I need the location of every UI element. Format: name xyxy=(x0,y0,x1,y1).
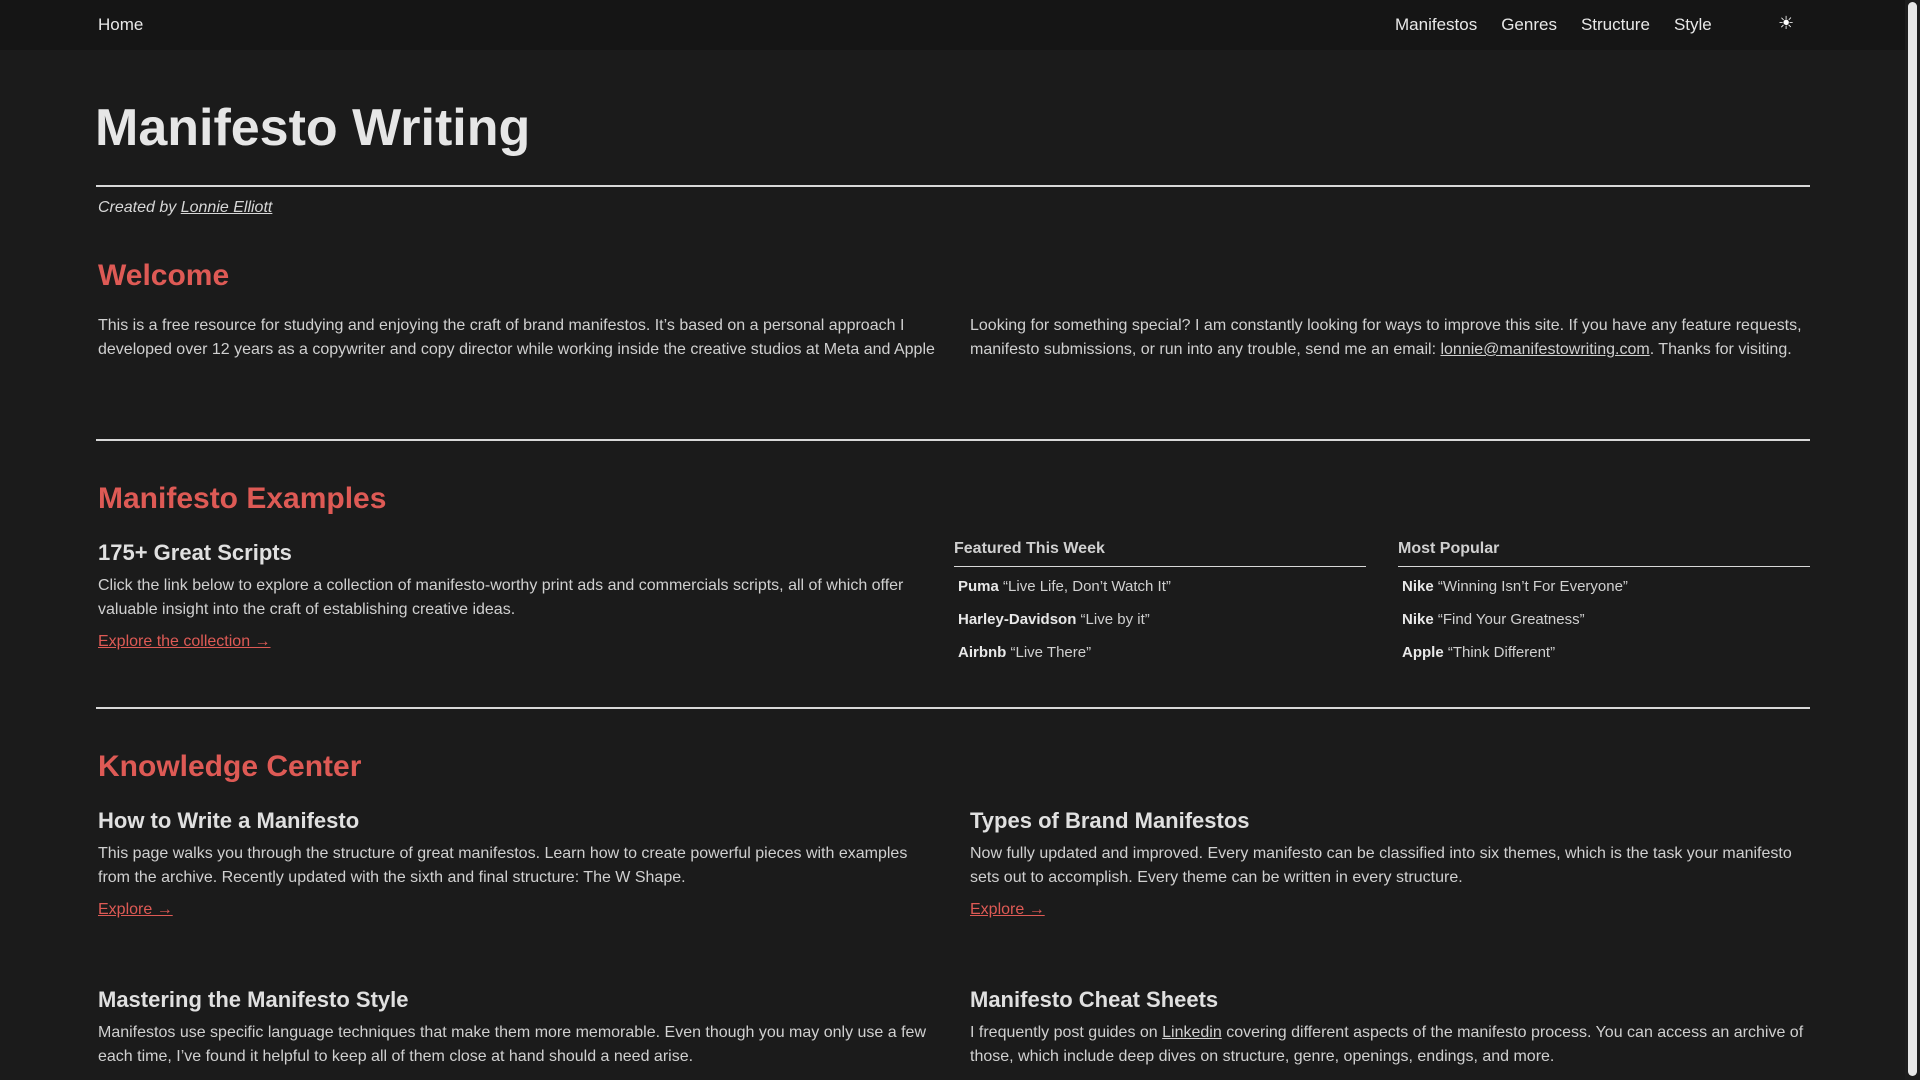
nav-links xyxy=(1395,15,1712,35)
nav-link-style[interactable]: Style xyxy=(1673,15,1712,34)
how-to-write-text: This page walks you through the structure of great manifestos. Learn how to create powerful pieces with examples from the archive. Recently updated with the sixth and final structure: The W Shape. xyxy=(98,845,908,886)
author-link[interactable]: Lonnie Elliott xyxy=(180,199,273,216)
cheat-text-after: covering different aspects of the manifesto process. You can access an archive of those, which include deep dives on structure, genre, openings, endings, and more. xyxy=(970,1024,1804,1065)
divider xyxy=(96,439,1810,441)
how-to-write-heading: How to Write a Manifesto xyxy=(98,808,360,833)
page-title: Manifesto Writing xyxy=(95,99,531,157)
featured-list xyxy=(954,577,1171,676)
brand-name: Apple xyxy=(1402,644,1444,661)
types-text: Now fully updated and improved. Every manifesto can be classified into six themes, which is the task your manifesto sets out to accomplish. Every theme can be written in every structure. xyxy=(970,845,1792,886)
types-explore-link[interactable]: Explore → xyxy=(970,901,1045,918)
manifesto-title: “Live by it” xyxy=(1080,611,1150,628)
style-heading: Mastering the Manifesto Style xyxy=(98,987,409,1012)
how-to-write-explore-link[interactable]: Explore → xyxy=(98,901,173,918)
byline xyxy=(98,199,272,217)
linkedin-link[interactable]: Linkedin xyxy=(1162,1024,1222,1041)
brand-name: Airbnb xyxy=(958,644,1007,661)
brand-name: Nike xyxy=(1402,611,1434,628)
brand-name: Harley-Davidson xyxy=(958,611,1077,628)
nav-link-genres[interactable]: Genres xyxy=(1501,15,1557,34)
divider xyxy=(96,185,1810,187)
nav-link-structure[interactable]: Structure xyxy=(1580,15,1650,34)
manifesto-title: “Winning Isn’t For Everyone” xyxy=(1437,578,1628,595)
list-item[interactable] xyxy=(954,610,1171,643)
list-item[interactable] xyxy=(1398,577,1628,610)
scrollbar[interactable] xyxy=(1905,0,1920,1080)
types-heading: Types of Brand Manifestos xyxy=(970,808,1250,833)
cheat-text-before: I frequently post guides on xyxy=(970,1024,1158,1041)
popular-list xyxy=(1398,577,1628,676)
nav-link-manifestos[interactable]: Manifestos xyxy=(1395,15,1478,34)
welcome-heading: Welcome xyxy=(98,259,230,292)
welcome-contact-text xyxy=(970,314,1810,362)
manifesto-title: “Think Different” xyxy=(1447,644,1556,661)
cheat-sheets-heading: Manifesto Cheat Sheets xyxy=(970,987,1219,1012)
scripts-heading: 175+ Great Scripts xyxy=(98,540,292,565)
style-text: Manifestos use specific language techniques that make them more memorable. Even though you may only use a few each time, I’ve found it helpful to keep all of them close at hand should a need arise. xyxy=(98,1024,927,1065)
manifesto-title: “Find Your Greatness” xyxy=(1437,611,1585,628)
list-item[interactable] xyxy=(1398,610,1628,643)
cheat-sheets-text xyxy=(970,1021,1810,1069)
top-nav xyxy=(0,0,1905,50)
divider xyxy=(96,707,1810,709)
scrollbar-thumb[interactable] xyxy=(1908,2,1917,1076)
list-item[interactable] xyxy=(1398,643,1628,676)
scripts-text: Click the link below to explore a collection of manifesto-worthy print ads and commercials scripts, all of which offer valuable insight into the craft of establishing creative ideas. xyxy=(98,577,904,618)
manifesto-title: “Live There” xyxy=(1010,644,1092,661)
brand-name: Nike xyxy=(1402,578,1434,595)
brand-name: Puma xyxy=(958,578,999,595)
byline-prefix: Created by xyxy=(98,199,177,216)
examples-heading: Manifesto Examples xyxy=(98,482,387,515)
manifesto-title: “Live Life, Don’t Watch It” xyxy=(1003,578,1171,595)
list-item[interactable] xyxy=(954,643,1171,676)
nav-home-link[interactable]: Home xyxy=(98,15,144,34)
featured-heading: Featured This Week xyxy=(954,540,1366,567)
welcome-intro-text: This is a free resource for studying and enjoying the craft of brand manifestos. It’s based on a personal approach I developed over 12 years as a copywriter and copy director while working inside the creative studios at Meta and Apple xyxy=(98,317,935,358)
contact-text-before: Looking for something special? I am constantly looking for ways to improve this site. If you have any feature requests, manifesto submissions, or run into any trouble, send me an email: xyxy=(970,317,1802,358)
list-item[interactable] xyxy=(954,577,1171,610)
popular-heading: Most Popular xyxy=(1398,540,1810,567)
explore-collection-link[interactable]: Explore the collection → xyxy=(98,633,271,650)
theme-toggle-sun-icon[interactable]: ☀ xyxy=(1778,13,1795,33)
email-link[interactable]: lonnie@manifestowriting.com xyxy=(1440,341,1650,358)
contact-text-after: . Thanks for visiting. xyxy=(1649,341,1792,358)
knowledge-heading: Knowledge Center xyxy=(98,750,362,783)
